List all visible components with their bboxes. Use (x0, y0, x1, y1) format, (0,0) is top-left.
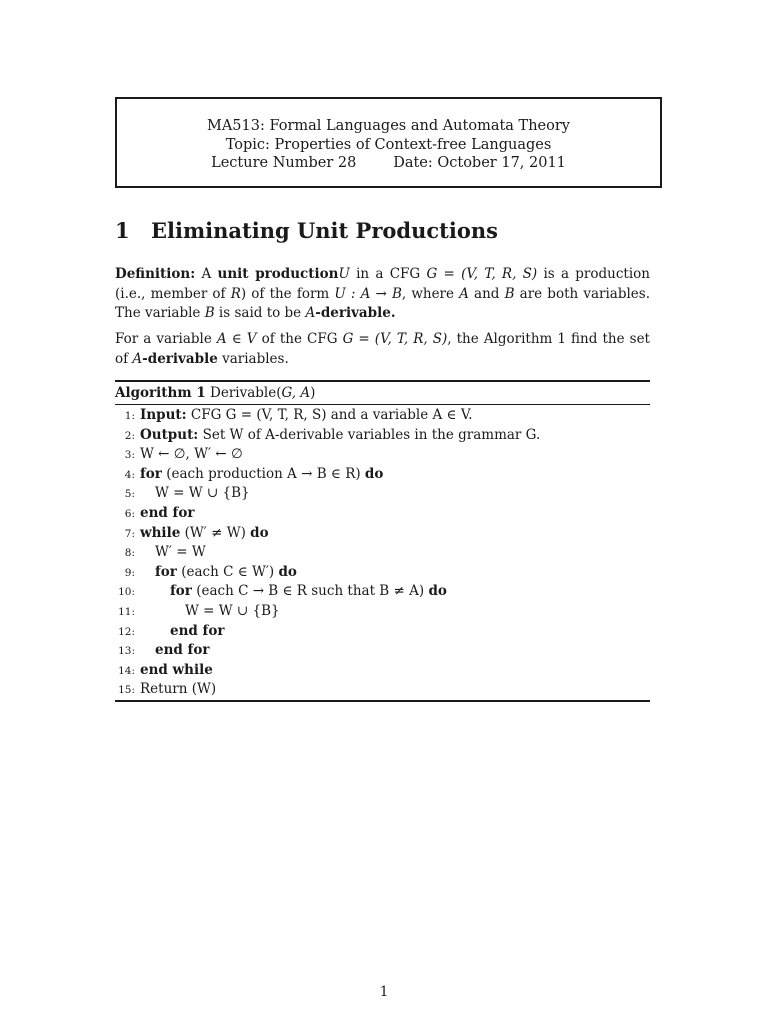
line-content (140, 563, 297, 582)
section-heading (115, 218, 498, 243)
algorithm-line (115, 465, 650, 485)
text-span: of the CFG (256, 331, 343, 347)
line-number: 10: (118, 586, 135, 599)
page-number: 1 (379, 984, 389, 1000)
line-number: 3: (124, 449, 135, 462)
algorithm-line (115, 582, 650, 602)
text-span: is a production (i.e., member of (115, 266, 650, 302)
grammar-tuple: G = (V, T, R, S) (426, 266, 538, 282)
algorithm-line (115, 426, 650, 446)
math-var: B (504, 285, 515, 302)
definition-label: Definition: (115, 266, 196, 282)
algorithm-body (115, 405, 650, 700)
keyword: Input: (140, 407, 187, 423)
algorithm-line (115, 563, 650, 583)
keyword-do: do (250, 524, 269, 541)
symbol-u: U (338, 266, 350, 282)
math-var: B (204, 305, 215, 321)
term-unit-production: unit production (217, 266, 339, 282)
math-var: A (459, 285, 469, 302)
text-span: ) (310, 385, 316, 401)
line-text: W ← ∅, W′ ← ∅ (140, 446, 243, 463)
math-var: R (230, 285, 241, 302)
lecture-header-box (115, 97, 662, 188)
line-number: 13: (118, 645, 135, 658)
text-span: in a CFG (349, 266, 427, 282)
algorithm-line (115, 406, 650, 426)
line-number: 5: (124, 488, 135, 501)
keyword: end for (170, 622, 225, 639)
text-span: A (195, 266, 218, 282)
line-number: 9: (124, 566, 135, 579)
line-text: (each production A → B ∈ R) (161, 465, 365, 482)
text-span: For a variable (115, 331, 217, 347)
line-text: (each C → B ∈ R such that B ≠ A) (191, 583, 429, 600)
topic-line: Topic: Properties of Context-free Languages (225, 136, 552, 153)
text-span: and (468, 285, 505, 302)
course-title: MA513: Formal Languages and Automata Theory (206, 118, 570, 134)
line-text: (each C ∈ W′) (176, 563, 279, 580)
line-content (140, 445, 243, 464)
line-number: 14: (118, 664, 135, 677)
definition-paragraph (115, 265, 650, 324)
line-number: 8: (124, 547, 135, 560)
unit-form: U : A → B (334, 285, 402, 302)
text-span: is said to be (214, 305, 306, 321)
line-content (140, 524, 269, 543)
keyword-do: do (428, 583, 447, 600)
algorithm-line (115, 543, 650, 563)
term-derivable: -derivable. (315, 305, 396, 321)
term-derivable: -derivable (142, 350, 218, 367)
algorithm-line (115, 445, 650, 465)
algorithm-line (115, 661, 650, 681)
keyword: for (155, 563, 177, 580)
keyword-do: do (364, 465, 384, 482)
line-content (140, 680, 216, 699)
keyword: for (140, 465, 162, 482)
algorithm-line (115, 504, 650, 524)
lecture-date-line: Lecture Number 28 Date: October 17, 2011 (211, 155, 566, 171)
line-text: W = W ∪ {B} (155, 485, 250, 502)
intro-paragraph (115, 330, 650, 369)
math-var: A (305, 305, 316, 321)
line-number: 11: (118, 605, 135, 618)
text-span: ) of the form (240, 285, 335, 302)
line-content (140, 406, 473, 425)
line-content (140, 484, 250, 503)
algorithm-args: G, A (281, 385, 311, 401)
keyword: end while (140, 661, 213, 678)
line-number: 7: (124, 527, 135, 540)
line-text: Return (W) (140, 681, 217, 698)
line-number: 4: (124, 468, 135, 481)
text-span: , where (401, 285, 460, 302)
algorithm-line (115, 680, 650, 700)
line-number: 2: (124, 429, 135, 442)
text-span: , the Algorithm 1 find the set of (115, 331, 650, 367)
line-text: W′ = W (155, 544, 206, 561)
keyword: end for (140, 504, 195, 521)
math-var: A (132, 350, 143, 367)
algorithm-caption (115, 382, 650, 405)
text-span: are both variables. The variable (115, 285, 651, 321)
line-content (140, 602, 280, 621)
keyword: end for (155, 642, 210, 659)
algorithm-line (115, 524, 650, 544)
line-content (140, 465, 383, 484)
line-content (140, 504, 194, 523)
text-span: variables. (217, 350, 289, 367)
keyword-do: do (278, 563, 297, 580)
math-expr: A ∈ V (216, 331, 257, 347)
algorithm-line (115, 484, 650, 504)
line-content (140, 661, 213, 680)
line-content (140, 543, 206, 562)
line-content (140, 582, 447, 601)
keyword: for (170, 583, 192, 600)
line-content (140, 622, 224, 641)
algorithm-name: Derivable( (205, 385, 282, 401)
line-text: Set W of A-derivable variables in the grammar G. (198, 426, 541, 443)
keyword: while (140, 524, 181, 541)
algorithm-block (115, 380, 650, 702)
algorithm-line (115, 602, 650, 622)
algorithm-label: Algorithm 1 (115, 385, 206, 401)
line-number: 6: (124, 507, 135, 520)
algorithm-line (115, 622, 650, 642)
line-text: W = W ∪ {B} (185, 602, 280, 619)
algorithm-line (115, 641, 650, 661)
line-text: CFG G = (V, T, R, S) and a variable A ∈ V. (186, 407, 473, 423)
line-number: 15: (118, 684, 135, 697)
line-content (140, 641, 209, 660)
keyword: Output: (140, 426, 199, 443)
section-number: 1 (115, 218, 130, 243)
line-number: 12: (118, 625, 135, 638)
line-content (140, 426, 540, 445)
line-number: 1: (124, 410, 135, 422)
grammar-tuple: G = (V, T, R, S) (342, 331, 448, 347)
line-text: (W′ ≠ W) (180, 524, 251, 541)
section-title: Eliminating Unit Productions (151, 218, 498, 243)
